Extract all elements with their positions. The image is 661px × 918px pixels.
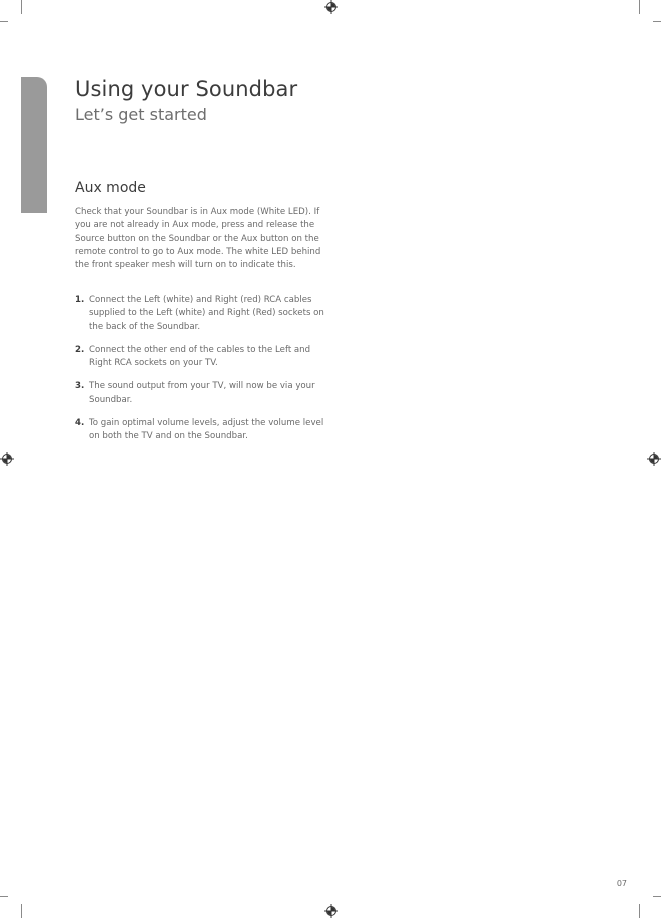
step-text: The sound output from your TV, will now be via your Soundbar. <box>89 381 315 405</box>
step-number: 1. <box>75 295 85 305</box>
crop-mark-bottom-left <box>21 904 22 918</box>
crop-mark-bottom-left-h <box>0 896 8 897</box>
page-number: 07 <box>616 879 627 888</box>
crop-mark-top-left-h <box>0 21 8 22</box>
intro-paragraph: Check that your Soundbar is in Aux mode (White LED). If you are not already in Aux mode, press and release the Source button on the Soundbar or the Aux button on the remote control to go to Aux mode. The white LED behind the front speaker mesh will turn on to indicate this. <box>75 207 321 271</box>
step-text: To gain optimal volume levels, adjust the volume level on both the TV and on the Soundbar. <box>89 418 324 442</box>
step-number: 3. <box>75 381 85 392</box>
step-text: Connect the other end of the cables to the Left and Right RCA sockets on your TV. <box>89 344 311 369</box>
page-title: Using your Soundbar <box>75 77 298 101</box>
list-item <box>75 417 330 444</box>
step-number: 2. <box>75 344 85 355</box>
list-item <box>75 294 330 334</box>
section-heading: Aux mode <box>75 180 146 196</box>
step-text: Connect the Left (white) and Right (red) RCA cables supplied to the Left (white) and Right (Red) sockets on the back of the Soundbar. <box>89 295 324 332</box>
section-side-tab <box>21 77 47 213</box>
registration-mark-icon <box>647 452 661 466</box>
crop-mark-top-right <box>639 0 640 14</box>
list-item <box>75 344 330 371</box>
page-subtitle: Let’s get started <box>75 105 207 124</box>
crop-mark-top-left <box>21 0 22 14</box>
steps-list <box>75 294 330 454</box>
list-item <box>75 380 330 407</box>
crop-mark-bottom-right <box>639 904 640 918</box>
registration-mark-icon <box>324 904 338 918</box>
registration-mark-icon <box>324 0 338 14</box>
step-number: 4. <box>75 418 85 429</box>
crop-mark-top-right-h <box>653 21 661 22</box>
registration-mark-icon <box>0 452 14 466</box>
crop-mark-bottom-right-h <box>653 896 661 897</box>
